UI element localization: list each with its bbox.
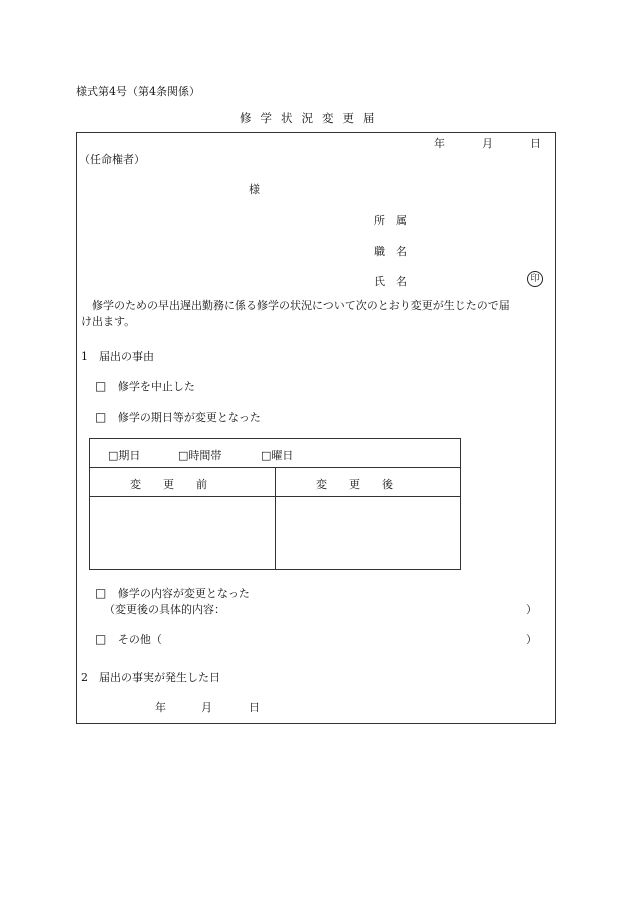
checkbox-content-changed[interactable]: □ — [95, 586, 107, 600]
date-year-label: 年 — [434, 137, 445, 150]
checkbox-weekday[interactable]: □ — [261, 449, 272, 462]
appointer-label: （任命権者） — [79, 153, 145, 166]
option-content-changed[interactable] — [95, 585, 250, 601]
affiliation-label: 所 属 — [374, 214, 407, 227]
before-change-header: 変 更 前 — [130, 478, 207, 491]
content-detail-close: ） — [526, 603, 537, 616]
job-title-label: 職 名 — [374, 245, 407, 258]
date-month-label: 月 — [482, 137, 493, 150]
checkbox-other[interactable]: □ — [95, 632, 107, 646]
option-schedule-changed[interactable] — [95, 409, 261, 425]
option-discontinued-label: 修学を中止した — [117, 380, 195, 393]
option-other-label: その他（ — [117, 633, 162, 646]
content-detail-open: （変更後の具体的内容： — [104, 603, 225, 616]
table-divider — [275, 467, 276, 569]
option-content-changed-label: 修学の内容が変更となった — [117, 587, 250, 600]
check-weekday[interactable] — [261, 447, 293, 463]
checkbox-discontinued[interactable]: □ — [95, 379, 107, 393]
form-number: 様式第4号（第4条関係） — [76, 85, 200, 98]
check-time-label: 時間帯 — [188, 449, 222, 462]
occurrence-month-label: 月 — [201, 701, 212, 714]
honorific-label: 様 — [249, 183, 260, 196]
checkbox-schedule-changed[interactable]: □ — [95, 410, 107, 424]
after-change-cell[interactable] — [277, 497, 460, 568]
seal-mark: 印 — [527, 271, 543, 287]
checkbox-time[interactable]: □ — [178, 449, 189, 462]
form-title: 修学状況変更届 — [240, 111, 384, 125]
check-date[interactable] — [108, 447, 140, 463]
body-text-line1: 修学のための早出遅出勤務に係る修学の状況について次のとおり変更が生じたので届 — [92, 299, 510, 312]
date-day-label: 日 — [530, 137, 541, 150]
check-date-label: 期日 — [118, 449, 141, 462]
name-label: 氏 名 — [374, 275, 407, 288]
option-schedule-changed-label: 修学の期日等が変更となった — [117, 411, 261, 424]
occurrence-year-label: 年 — [155, 701, 166, 714]
section1-heading: 1 届出の事由 — [81, 350, 154, 363]
option-discontinued[interactable] — [95, 378, 195, 394]
check-weekday-label: 曜日 — [271, 449, 294, 462]
occurrence-day-label: 日 — [249, 701, 260, 714]
after-change-header: 変 更 後 — [316, 478, 393, 491]
checkbox-date[interactable]: □ — [108, 449, 119, 462]
check-time[interactable] — [178, 447, 221, 463]
body-text-line2: け出ます。 — [81, 315, 136, 328]
before-change-cell[interactable] — [91, 497, 274, 568]
option-other[interactable] — [95, 631, 162, 647]
section2-heading: 2 届出の事実が発生した日 — [81, 671, 220, 684]
other-close: ） — [526, 633, 537, 646]
change-table — [89, 438, 461, 570]
